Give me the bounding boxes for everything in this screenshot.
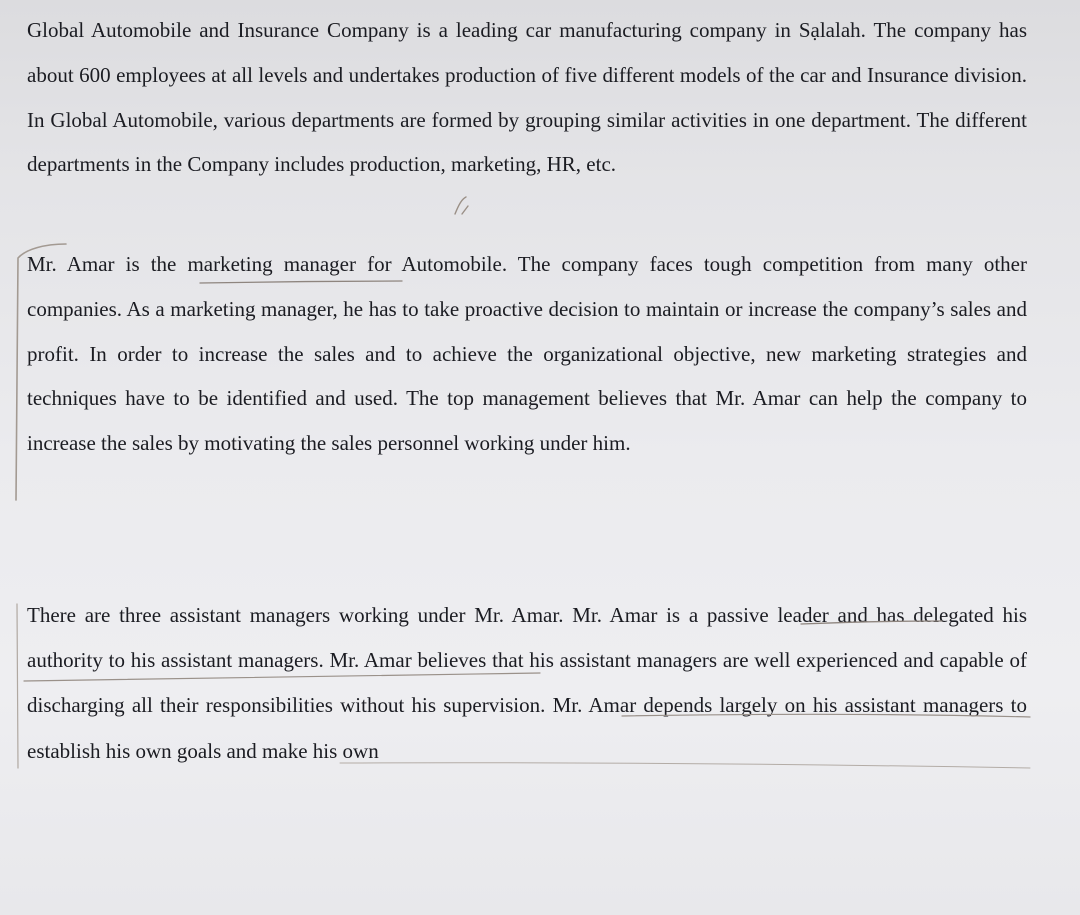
paragraph-mr-amar-role: Mr. Amar is the marketing manager for Automobile. The company faces tough competition from many other companies. As a marketing manager, he has to take proactive decision to maintain or increase the company’s sales and profit. In order to increase the sales and to achieve the organizational objective, new marketing strategies and techniques have to be identified and used. The top management believes that Mr. Amar can help the company to increase the sales by motivating the sales personnel working under him. <box>27 252 1027 456</box>
pencil-bracket-mark-lower <box>17 604 18 768</box>
paragraph-assistant-managers: There are three assistant managers working under Mr. Amar. Mr. Amar is a passive leader and has delegated his authority to his assistant managers. Mr. Amar believes that his assistant managers are well experienced and capable of discharging all their responsibilities without his supervision. Mr. Amar depends largely on his assistant managers to establish his own goals and make his own <box>27 603 1027 763</box>
pencil-tick-mark <box>455 197 468 214</box>
paragraph-intro: Global Automobile and Insurance Company is a leading car manufacturing company in Sạlalah. The company has about 600 employees at all levels and undertakes production of five different models of the car and Insurance division. In Global Automobile, various departments are formed by grouping similar activities in one department. The different departments in the Company includes production, marketing, HR, etc. <box>27 18 1027 177</box>
